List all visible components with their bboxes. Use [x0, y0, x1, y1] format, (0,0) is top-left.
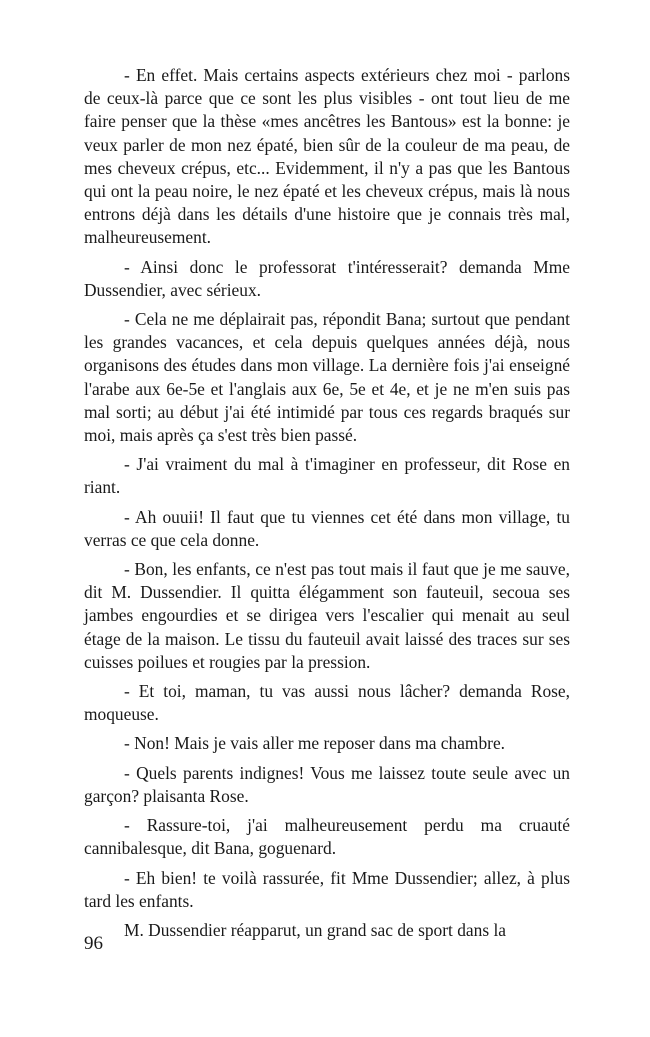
paragraph: - Et toi, maman, tu vas aussi nous lâcher? demanda Rose, moqueuse. [84, 681, 570, 725]
paragraph: - J'ai vraiment du mal à t'imaginer en professeur, dit Rose en riant. [84, 454, 570, 498]
paragraph: - Quels parents indignes! Vous me laissez toute seule avec un garçon? plaisanta Rose. [84, 762, 570, 806]
page-number: 96 [84, 933, 103, 954]
paragraph: - Cela ne me déplairait pas, répondit Bana; surtout que pendant les grandes vacances, et cela depuis quelques années déjà, nous organisons des études dans mon village. La dernière fois j'ai enseigné l'arabe aux 6e-5e et l'anglais aux 6e, 5e et 4e, et je ne m'en suis pas mal sorti; au début j'ai été intimidé par tous ces regards braqués sur moi, mais après ça s'est très bien passé. [84, 309, 570, 446]
paragraph: - En effet. Mais certains aspects extérieurs chez moi - parlons de ceux-là parce que ce sont les plus visibles - ont tout lieu de me faire penser que la thèse «mes ancêtres les Bantous» est la bonne: je veux parler de mon nez épaté, bien sûr de la couleur de ma peau, de mes cheveux crépus, etc... Evidemment, il n'y a pas que les Bantous qui ont la peau noire, le nez épaté et les cheveux crépus, mais là nous entrons déjà dans les détails d'une histoire que je connais très mal, malheureusement. [84, 65, 570, 248]
paragraph: - Bon, les enfants, ce n'est pas tout mais il faut que je me sauve, dit M. Dussendier. Il quitta élégamment son fauteuil, secoua ses jambes engourdies et se dirigea vers l'escalier qui menait au seul étage de la maison. Le tissu du fauteuil avait laissé des traces sur ses cuisses poilues et rougies par la pression. [84, 559, 570, 672]
body-text [84, 64, 570, 948]
paragraph: - Ah ouuii! Il faut que tu viennes cet été dans mon village, tu verras ce que cela donne. [84, 506, 570, 550]
paragraph: - Rassure-toi, j'ai malheureusement perdu ma cruauté cannibalesque, dit Bana, goguenard. [84, 815, 570, 859]
paragraph: - Non! Mais je vais aller me reposer dans ma chambre. [124, 733, 506, 754]
paragraph: M. Dussendier réapparut, un grand sac de sport dans la [124, 919, 506, 940]
paragraph: - Eh bien! te voilà rassurée, fit Mme Dussendier; allez, à plus tard les enfants. [84, 867, 570, 911]
paragraph: - Ainsi donc le professorat t'intéresserait? demanda Mme Dussendier, avec sérieux. [84, 256, 570, 300]
